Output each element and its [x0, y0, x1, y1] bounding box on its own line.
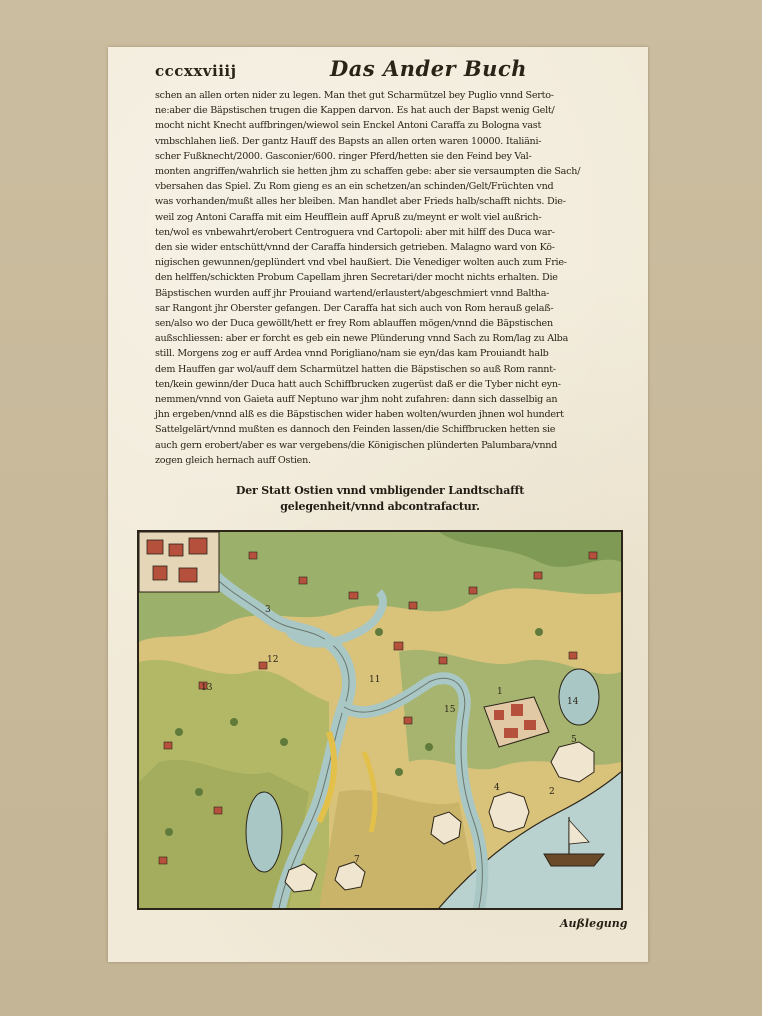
map-illustration: [139, 532, 621, 908]
text-line: monten angriffen/wahrlich sie hetten jhm zu schaffen gebe: aber sie versaumpten die Sach/: [155, 166, 581, 178]
text-line: dem Hauffen gar wol/auff dem Scharmützel hatten die Bäpstischen so auß Rom rannt-: [155, 363, 556, 375]
map-label-4: 4: [494, 783, 500, 793]
text-line: vmbschlahen ließ. Der gantz Hauff des Bapsts an allen orten waren 10000. Italiäni-: [155, 135, 542, 147]
text-line: ten/kein gewinn/der Duca hatt auch Schiffbrucken zugerüst daß er die Tyber nicht eyn-: [155, 378, 561, 390]
map-caption-line-1: Der Statt Ostien vnnd vmbligender Landtschafft: [235, 484, 525, 497]
text-line: nemmen/vnnd von Gaieta auff Neptuno war jhm noht zufahren: dann sich dasselbig an: [155, 394, 558, 406]
text-line: still. Morgens zog er auff Ardea vnnd Porigliano/nam sie eyn/das kam Prouiandt halb: [155, 348, 549, 360]
lake-east: [559, 669, 599, 725]
text-line: nigischen gewunnen/geplündert vnd vbel haußiert. Die Venediger wolten auch zum Frie-: [155, 257, 567, 269]
text-line: außschliessen: aber er forcht es geb ein newe Plünderung vnnd Sach zu Rom/lag zu Alba: [155, 333, 569, 345]
text-line: ten/wol es vnbewahrt/erobert Centroguera vnd Cartopoli: aber mit hilff des Duca war-: [155, 226, 555, 238]
text-line: jhn ergeben/vnnd alß es die Bäpstischen wider haben wolten/wurden jhnen wol hundert: [155, 409, 564, 421]
map-label-2: 2: [549, 787, 555, 797]
text-line: Sattelgelärt/vnnd mußten es dannoch den Feinden lassen/die Schiffbrucken hetten sie: [155, 424, 556, 436]
woodcut-map-ostia: [137, 530, 623, 910]
map-label-7: 7: [354, 855, 360, 865]
text-line: Bäpstischen wurden auff jhr Prouiand wartend/erlaustert/abgeschmiert vnnd Baltha-: [155, 287, 550, 299]
folio-number: cccxxviiij: [155, 62, 237, 80]
text-line: sar Rangont jhr Oberster gefangen. Der Caraffa hat sich auch von Rom herauß gelaß-: [155, 302, 554, 314]
text-line: schen an allen orten nider zu legen. Man thet gut Scharmützel bey Puglio vnnd Serto-: [155, 90, 554, 101]
text-line: den helffen/schickten Probum Capellam jhren Secretari/der mocht nichts erhalten. Die: [155, 272, 558, 284]
text-line: was vorhanden/mußt alles her bleiben. Man handlet aber Frieds halb/schafft nichts. Die-: [155, 196, 566, 208]
map-caption-line-2: gelegenheit/vnnd abcontrafactur.: [280, 500, 480, 513]
text-line: sen/also wo der Duca gewöllt/hett er frey Rom ablauffen mögen/vnnd die Bäpstischen: [155, 318, 553, 330]
body-text: [155, 88, 625, 468]
text-line: vbersahen das Spiel. Zu Rom gieng es an ein schetzen/an schinden/Gelt/Früchten vnd: [155, 181, 554, 193]
map-label-5: 5: [571, 735, 577, 745]
catchword: Außlegung: [560, 917, 628, 930]
town-rome: [139, 532, 219, 592]
text-line: auch gern erobert/aber es war vergebens/die Königischen plünderten Palumbara/vnnd: [155, 439, 558, 451]
map-label-13: 13: [201, 683, 213, 693]
running-head: Das Ander Buch: [330, 56, 528, 81]
map-label-3: 3: [265, 605, 271, 615]
map-label-12: 12: [267, 655, 279, 665]
fort-star-1: [489, 792, 529, 832]
text-line: scher Fußknecht/2000. Gasconier/600. ringer Pferd/hetten sie den Feind bey Val-: [155, 150, 532, 162]
map-label-11: 11: [369, 675, 381, 685]
text-line: ne:aber die Bäpstischen trugen die Kappen darvon. Es hat auch der Bapst wenig Gelt/: [155, 105, 555, 117]
map-label-14: 14: [567, 697, 579, 707]
text-line: zogen gleich hernach auff Ostien.: [155, 454, 311, 466]
lake-west: [246, 792, 282, 872]
map-label-15: 15: [444, 705, 456, 715]
text-line: mocht nicht Knecht auffbringen/wiewol sein Enckel Antoni Caraffa zu Bologna vast: [155, 120, 542, 132]
text-line: weil zog Antoni Caraffa mit eim Heufflein auff Apruß zu/meynt er wolt viel außrich-: [155, 211, 542, 223]
map-label-1: 1: [497, 687, 503, 697]
text-line: den sie wider entschütt/vnnd der Caraffa hindersich getrieben. Malagno ward von Kö-: [155, 242, 555, 254]
